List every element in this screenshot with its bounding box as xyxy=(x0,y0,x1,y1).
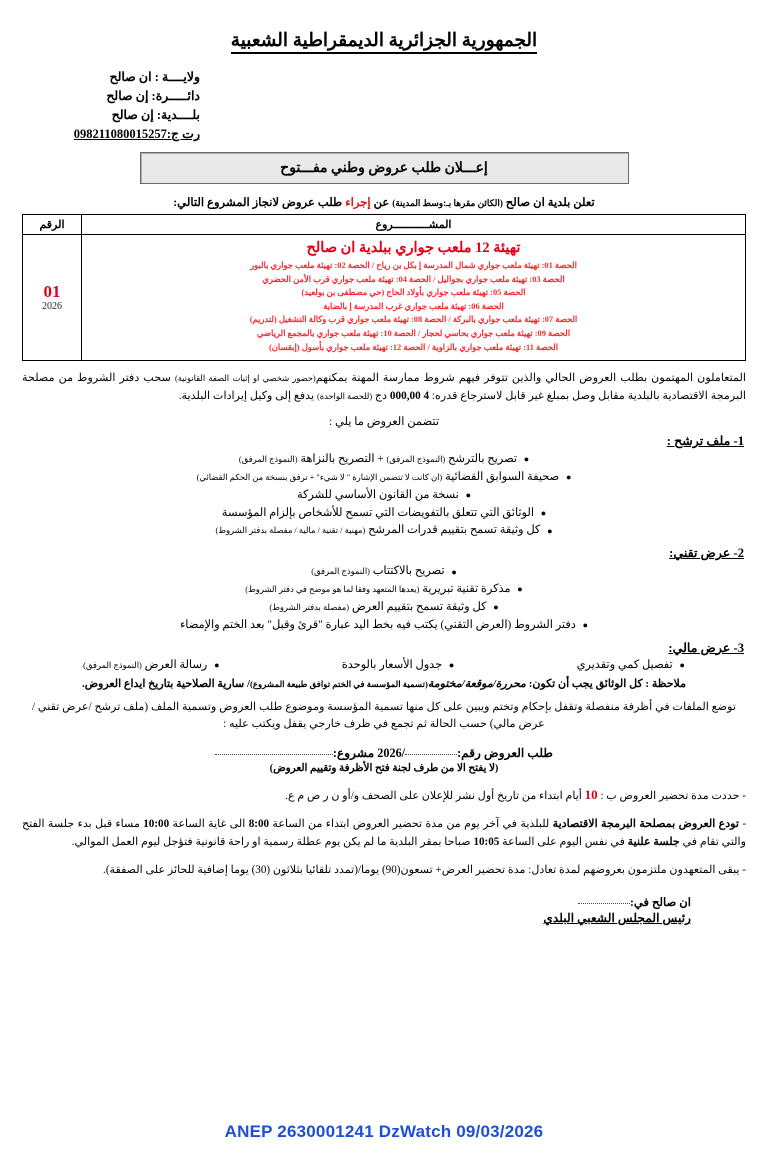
item-main: الوثائق التي تتعلق بالتفويضات التي تسمح للأشخاص بإلزام المؤسسة xyxy=(221,506,534,519)
reference-sub-note: (لا يفتح الا من طرف لجنة فتح الأظرفة وتقييم العروض) xyxy=(269,763,499,775)
column-header-number: الرقم xyxy=(23,215,82,235)
intro-part-2: عن xyxy=(373,196,390,209)
item-main: جدول الأسعار بالوحدة xyxy=(341,658,443,671)
intro-highlight: إجراء xyxy=(345,196,371,209)
list-item xyxy=(83,658,219,671)
note-small: (تسمية المؤسسة في الختم توافق طبيعة المشروع) xyxy=(250,678,428,689)
project-year: 2026 xyxy=(42,301,62,313)
note-suffix: / سارية الصلاحية بتاريخ ايداع العروض. xyxy=(82,677,251,690)
item-note: (النموذج المرفق) xyxy=(386,454,446,464)
item-main: كل وثيقة تسمح بتقييم العرض xyxy=(351,600,487,613)
envelope-text-b: (ملف ترشح /عرض تقني /عرض مالي) حسب الحالة ثم تجمع في ظرف خارجي يقفل ويكتب عليه : xyxy=(32,700,545,730)
section-title-candidature: 1- ملف ترشح : xyxy=(666,433,744,448)
project-lots-list xyxy=(88,259,739,354)
bullet-icon: ● xyxy=(451,566,457,577)
announcement-banner xyxy=(140,152,629,184)
item-main: تفصيل كمي وتقديري xyxy=(576,658,673,671)
project-number-cell xyxy=(23,235,82,361)
envelope-paragraph xyxy=(22,699,746,734)
signature-date-blank xyxy=(578,903,630,904)
signature-title: رئيس المجلس الشعبي البلدي xyxy=(543,911,691,926)
section-list-financial xyxy=(22,658,746,671)
section-title-financial: 3- عرض مالي: xyxy=(668,640,744,655)
bullet-icon: ● xyxy=(547,525,553,536)
deposit-text-e: في نفس اليوم على الساعة xyxy=(502,835,625,848)
item-main: كل وثيقة تسمح بتقييم قدرات المرشح xyxy=(368,524,541,537)
deposit-paragraph xyxy=(22,816,746,850)
item-note: (ان كانت لا تتضمن الإشارة " لا شيء" + ترفق بنسخة من الحكم القضائي) xyxy=(196,472,443,482)
document-page xyxy=(0,30,768,1168)
section-list-technical xyxy=(22,563,746,634)
item-main: مذكرة تقنية تبريرية xyxy=(422,583,511,596)
table-row xyxy=(23,235,746,361)
validity-text: - يبقى المتعهدون ملتزمون بعروضهم لمدة تعادل: مدة تحضير العرض+ تسعون(90) يوما/ xyxy=(357,863,746,876)
prep-prefix: - حددت مدة تحضير العروض ب : xyxy=(600,790,746,803)
item-main: تصريح بالترشح xyxy=(448,452,517,465)
anep-footer: ANEP 2630001241 DzWatch 09/03/2026 xyxy=(224,1122,544,1141)
offers-lead: تتضمن العروض ما يلي : xyxy=(329,415,439,428)
conditions-text-b: سحب دفتر الشروط من مصلحة البرمجة الاقتصادية بالبلدية مقابل وصل بمبلغ غير قابل لاسترجاع قدره: xyxy=(22,372,746,402)
bullet-icon: ● xyxy=(523,454,530,465)
item-main: رسالة العرض xyxy=(144,658,208,671)
list-item xyxy=(577,658,685,671)
documents-note xyxy=(22,677,746,690)
lot-line: الحصة 11: تهيئة ملعب جواري بالزاوية / الحصة 12: تهيئة ملعب جواري بأسول (إبقسان) xyxy=(268,342,559,352)
signature-place-line xyxy=(22,895,691,909)
list-item xyxy=(22,487,746,505)
bullet-icon: ● xyxy=(493,602,499,613)
bullet-icon: ● xyxy=(565,472,572,483)
reference-number-blank xyxy=(405,754,457,755)
announcement-banner-label: إعـــلان طلب عروض وطني مفـــتوح xyxy=(280,160,488,176)
deposit-bold-b: جلسة علنية xyxy=(627,835,680,848)
prep-suffix: أيام ابتداء من تاريخ أول نشر للإعلان على الصحف و/أو ن ر ص م ع. xyxy=(285,790,582,803)
daira-line: دائـــــرة: إن صالح xyxy=(106,89,200,103)
bullet-icon: ● xyxy=(679,659,685,670)
conditions-text-a: المتعاملون المهتمون بطلب العروض الحالي والذين تتوفر فيهم شروط ممارسة المهنة يمكنهم xyxy=(315,372,746,385)
conditions-paragraph xyxy=(22,370,746,405)
reference-year: /2026 xyxy=(377,746,406,761)
list-item xyxy=(22,599,746,617)
deposit-dash: - xyxy=(742,818,747,831)
page-title xyxy=(22,30,746,52)
section-title-technical: 2- عرض تقني: xyxy=(669,546,744,561)
project-number: 01 xyxy=(43,282,61,302)
note-prefix: ملاحظة : كل الوثائق يجب أن تكون: xyxy=(528,677,686,690)
reference-label-a: طلب العروض رقم: xyxy=(457,746,554,761)
intro-part-1: تعلن بلدية ان صالح xyxy=(505,196,595,209)
tender-reference-line xyxy=(22,746,746,761)
project-cell xyxy=(82,235,746,361)
lot-line: الحصة 07: تهيئة ملعب جواري بالبركة / الحصة 08: تهيئة ملعب جواري قرب وكالة التشغيل (لتدريم) xyxy=(249,315,578,325)
item-main: دفتر الشروط (العرض التقني) يكتب فيه بخط اليد عبارة "قرئ وقبل" بعد الختم والإمضاء xyxy=(179,618,576,631)
list-item xyxy=(22,563,746,581)
item-note: (مهنية / تقنية / مالية / مفصلة بدفتر الشروط) xyxy=(215,526,366,536)
lot-line: الحصة 03: تهيئة ملعب جواري بجواليل / الحصة 04: تهيئة ملعب جواري قرب الأمن الحضري xyxy=(262,274,565,284)
table-header-row xyxy=(23,215,746,235)
lot-line: الحصة 06: تهيئة ملعب جواري غرب المدرسة إ بالضاية xyxy=(323,301,504,311)
bullet-icon: ● xyxy=(465,489,472,500)
deposit-time-open: 10:05 xyxy=(473,835,500,848)
deposit-text-d: مساء قبل بدء جلسة الفتح والتي تقام في xyxy=(22,818,746,848)
baladiya-line: بلــــدية: إن صالح xyxy=(111,108,200,122)
preparation-deadline-paragraph xyxy=(22,785,746,805)
signature-block xyxy=(22,895,746,926)
deposit-text-c: الى غاية الساعة xyxy=(172,818,246,831)
announcement-banner-wrap xyxy=(22,152,746,184)
reference-label-b: مشروع: xyxy=(332,746,375,761)
prep-days: 10 xyxy=(584,787,598,803)
bullet-icon: ● xyxy=(214,659,220,670)
list-item xyxy=(22,581,746,599)
item-note: (النموذج المرفق) xyxy=(83,660,142,670)
section-list-candidature xyxy=(22,451,746,540)
conditions-amount: 4 000,00 xyxy=(389,389,430,402)
list-item xyxy=(22,522,746,540)
list-item xyxy=(22,617,746,635)
signature-place-label: ان صالح في: xyxy=(630,896,691,910)
validity-paragraph xyxy=(22,862,746,879)
intro-line xyxy=(22,195,746,209)
validity-note: (تمدد تلقائيا بثلاثون (30) يوما إضافية للحائز على الصفقة). xyxy=(103,863,358,876)
lot-line: الحصة 09: تهيئة ملعب جواري بحاسي لحجار / الحصة 10: تهيئة ملعب جواري بالمجمع الرياضي xyxy=(256,329,571,339)
deposit-bold-a: تودع العروض بمصلحة البرمجة الاقتصادية xyxy=(552,818,739,831)
conditions-note-a: (حضور شخصي او إثبات الصفة القانونية) xyxy=(174,374,316,384)
deposit-text-b: للبلدية في آخر يوم من مدة تحضير العروض ابتداء من الساعة xyxy=(272,818,550,831)
conditions-note-b: (للحصة الواحدة) xyxy=(316,391,373,401)
column-header-project xyxy=(82,215,746,235)
bullet-icon: ● xyxy=(540,507,547,518)
reference-project-blank xyxy=(215,754,333,755)
item-main: صحيفة السوابق القضائية xyxy=(445,470,560,483)
wilaya-line: ولايــــة : ان صالح xyxy=(109,70,200,84)
tender-reference-block xyxy=(22,746,746,774)
list-item xyxy=(342,658,455,671)
lot-line: الحصة 01: تهيئة ملعب جواري شمال المدرسة إ بكل بن رياح / الحصة 02: تهيئة ملعب جواري بالبور xyxy=(250,261,577,270)
list-item xyxy=(22,505,746,523)
project-title: تهيئة 12 ملعب جواري ببلدية ان صالح xyxy=(306,240,521,256)
bullet-icon: ● xyxy=(448,659,455,670)
header-identity-block xyxy=(22,68,200,144)
item-note: (النموذج المرفق) xyxy=(311,567,370,577)
project-table xyxy=(22,214,746,361)
conditions-text-c: يدفع إلى وكيل إيرادات البلدية. xyxy=(178,389,315,402)
envelope-text-a: توضع الملفات في أظرفة منفصلة وتقفل بإحكام وتختم ويبين على كل منها تسمية المؤسسة وموضوع طلب العروض وتسمية الملف xyxy=(150,700,736,713)
list-item xyxy=(22,469,746,487)
item-extra: + التصريح بالنزاهة xyxy=(300,452,384,465)
note-emphasis: محررة/موقعة/مختومة xyxy=(427,677,526,690)
deposit-time-to: 10:00 xyxy=(143,818,170,831)
bullet-icon: ● xyxy=(517,584,523,595)
conditions-currency: دج xyxy=(374,389,388,402)
item-note-2: (النموذج المرفق) xyxy=(238,454,298,464)
intro-address-note: (الكائن مقرها بـ:وسط المدينة) xyxy=(392,198,503,208)
rt-number-line: رت ج:098211080015257 xyxy=(73,127,200,141)
lot-line: الحصة 05: تهيئة ملعب جواري بأولاد الحاج (حي مصطفى بن بولعيد) xyxy=(301,288,526,298)
item-note: (يعدها المتعهد وفقا لما هو موضح في دفتر الشروط) xyxy=(245,585,420,595)
deposit-time-from: 8:00 xyxy=(248,818,270,831)
deposit-text-f: صباحا بمقر البلدية ما لم يكن يوم عطلة رسمية او راحة قانونية فتؤجل ليوم العمل الموالي. xyxy=(71,835,471,848)
column-header-project-label: المشـــــــــــروع xyxy=(375,219,452,231)
item-note: (مفصلة بدفتر الشروط) xyxy=(269,602,349,612)
item-main: نسخة من القانون الأساسي للشركة xyxy=(296,488,459,501)
list-item xyxy=(22,451,746,469)
page-title-text: الجمهورية الجزائرية الديمقراطية الشعبية xyxy=(231,31,537,54)
item-main: تصريح بالاكتتاب xyxy=(372,565,445,578)
bullet-icon: ● xyxy=(582,620,589,631)
intro-part-3: طلب عروض لانجاز المشروع التالي: xyxy=(173,196,343,209)
